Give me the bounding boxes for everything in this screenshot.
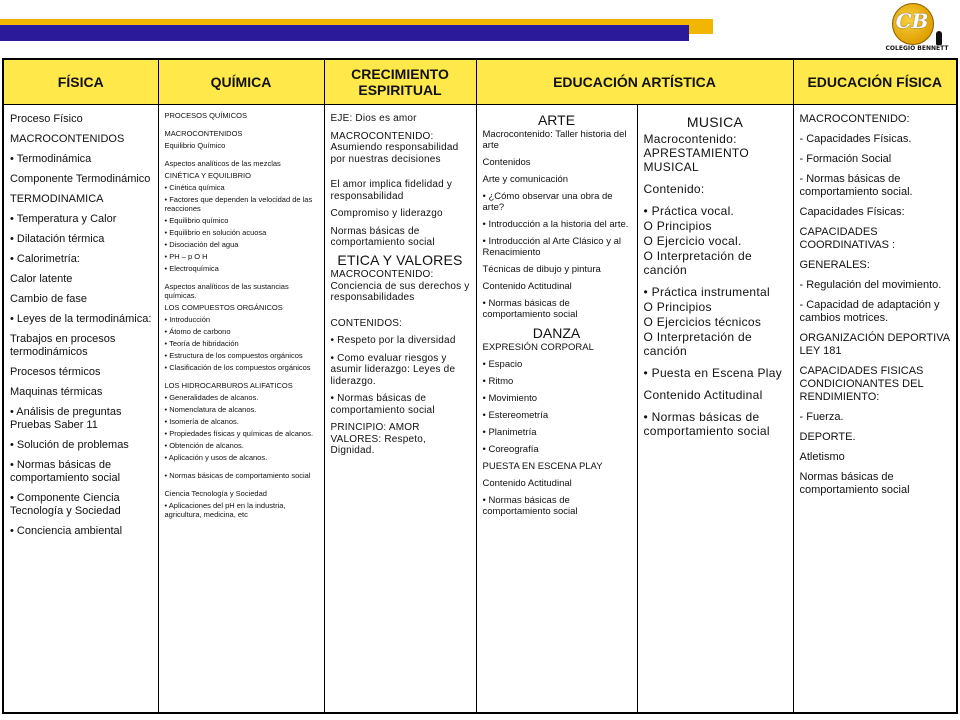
list-item: Técnicas de dibujo y pintura [482, 264, 601, 275]
list-item: • Coreografía [482, 444, 539, 455]
arte-heading: ARTE [537, 112, 576, 128]
list-item: CAPACIDADES FISICAS CONDICIONANTES DEL RENDIMIENTO: [799, 365, 924, 403]
list-item: El amor implica fidelidad y responsabilidad [330, 179, 453, 202]
list-item: • Normas básicas de comportamiento social [643, 410, 770, 438]
list-item: EXPRESIÓN CORPORAL [482, 342, 594, 353]
header-fisica: FÍSICA [3, 59, 158, 105]
quimica-cell [158, 105, 324, 714]
list-item: LOS HIDROCARBUROS ALIFATICOS [164, 381, 293, 390]
arte-list [483, 129, 631, 320]
list-item: LOS COMPUESTOS ORGÁNICOS [164, 303, 283, 312]
list-item: PUESTA EN ESCENA PLAY [482, 461, 603, 472]
list-item: Calor latente [10, 273, 73, 285]
header-educacion-fisica: EDUCACIÓN FÍSICA [793, 59, 957, 105]
list-item: Procesos térmicos [10, 366, 101, 378]
school-logo [884, 3, 950, 61]
list-item: Normas básicas de comportamiento social [799, 471, 910, 496]
list-item: MACROCONTENIDO: [799, 113, 910, 125]
curriculum-table [2, 58, 958, 714]
list-item: O Interpretación de canción [643, 249, 752, 277]
list-item: • Temperatura y Calor [10, 213, 117, 225]
list-item: Macrocontenido: APRESTAMIENTO MUSICAL [643, 132, 749, 174]
list-item: Contenidos [482, 157, 531, 168]
list-item: • Planimetría [482, 427, 537, 438]
table-body-row [3, 105, 957, 714]
list-item: O Ejercicios técnicos [643, 315, 762, 329]
list-item: • Práctica instrumental [643, 285, 770, 299]
list-item: Contenido Actitudinal [482, 478, 572, 489]
list-item: • Calorimetría: [10, 253, 80, 265]
list-item: CONTENIDOS: [330, 317, 403, 329]
list-item: - Capacidades Físicas. [799, 133, 912, 145]
list-item: - Normas básicas de comportamiento social. [799, 173, 913, 198]
danza-heading: DANZA [532, 325, 581, 341]
list-item: TERMODINAMICA [10, 193, 104, 205]
list-item: • Generalidades de alcanos. [164, 393, 259, 402]
list-item: • Como evaluar riesgos y asumir liderazgo: Leyes de liderazgo. [330, 352, 456, 387]
crecimiento-list-a [331, 113, 470, 249]
list-item: • Dilatación térmica [10, 233, 105, 245]
list-item: • Normas básicas de comportamiento social [10, 459, 121, 484]
list-item: Normas básicas de comportamiento social [330, 225, 435, 248]
list-item: • Normas básicas de comportamiento social [482, 298, 578, 320]
list-item: Aspectos analíticos de las mezclas [164, 159, 281, 168]
logo-monogram: CB [895, 9, 929, 33]
list-item: • Respeto por la diversidad [330, 335, 456, 346]
list-item: - Regulación del movimiento. [799, 279, 942, 291]
header-accent-bar-blue [0, 25, 689, 41]
header-crecimiento-espiritual: CRECIMIENTO ESPIRITUAL [324, 59, 476, 105]
list-item: • Introducción al Arte Clásico y al Renacimiento [482, 236, 622, 258]
list-item: • Electroquímica [164, 264, 219, 273]
list-item: • Equilibrio en solución acuosa [164, 228, 267, 237]
list-item: PROCESOS QUÍMICOS [164, 111, 248, 120]
list-item: PRINCIPIO: AMOR VALORES: Respeto, Dignidad. [330, 422, 426, 456]
list-item: Aspectos analíticos de las sustancias químicas. [164, 282, 289, 300]
list-item: • Estructura de los compuestos orgánicos [164, 351, 303, 360]
list-item: • Equilibrio químico [164, 216, 229, 225]
arte-content [477, 105, 637, 517]
list-item: • PH – p O H [164, 252, 208, 261]
list-item: O Principios [643, 300, 712, 314]
list-item: • Componente Ciencia Tecnología y Sociedad [10, 492, 121, 517]
list-item: • Normas básicas de comportamiento social [164, 471, 311, 480]
list-item: • Cinética química [164, 183, 225, 192]
list-item: - Formación Social [799, 153, 892, 165]
list-item: • Termodinámica [10, 153, 92, 165]
danza-list [483, 342, 631, 517]
list-item: • Átomo de carbono [164, 327, 231, 336]
list-item: Contenido: [643, 182, 705, 196]
fisica-cell [3, 105, 158, 714]
list-item: - Fuerza. [799, 411, 844, 423]
list-item: Equilibrio Químico [164, 141, 226, 150]
list-item: Capacidades Físicas: [799, 206, 905, 218]
list-item: • Movimiento [482, 393, 538, 404]
list-item: Compromiso y liderazgo [330, 208, 443, 219]
list-item: Trabajos en procesos termodinámicos [10, 333, 116, 358]
list-item: MACROCONTENIDOS [10, 133, 125, 145]
list-item: • Normas básicas de comportamiento social [482, 495, 578, 517]
list-item: • Estereometría [482, 410, 549, 421]
ed-fisica-cell [793, 105, 957, 714]
list-item: • Factores que dependen la velocidad de las reacciones [164, 195, 313, 213]
list-item: • Aplicaciones del pH en la industria, agricultura, medicina, etc [164, 501, 286, 519]
list-item: Componente Termodinámico [10, 173, 151, 185]
list-item: Proceso Físico [10, 113, 83, 125]
list-item: • Propiedades físicas y químicas de alcanos. [164, 429, 314, 438]
list-item: Atletismo [799, 451, 845, 463]
crecimiento-cell [324, 105, 476, 714]
list-item: MACROCONTENIDO: Asumiendo responsabilidad por nuestras decisiones [330, 130, 459, 165]
list-item: • Teoría de hibridación [164, 339, 239, 348]
list-item: • Ritmo [482, 376, 514, 387]
list-item: Contenido Actitudinal [643, 388, 763, 402]
list-item: O Interpretación de canción [643, 330, 752, 358]
list-item: EJE: Dios es amor [330, 113, 417, 124]
list-item: CINÉTICA Y EQUILIBRIO [164, 171, 251, 180]
etica-valores-heading: ETICA Y VALORES [337, 251, 463, 268]
table-header-row [3, 59, 957, 105]
list-item: Maquinas térmicas [10, 386, 103, 398]
crecimiento-list-b [331, 269, 470, 457]
list-item: Ciencia Tecnología y Sociedad [164, 489, 267, 498]
musica-cell [637, 105, 793, 714]
list-item: MACROCONTENIDOS [164, 129, 243, 138]
list-item: • Introducción a la historia del arte. [482, 219, 629, 230]
logo-text: COLEGIO BENNETT [885, 45, 949, 52]
list-item: • Leyes de la termodinámica: [10, 313, 152, 325]
list-item: • Conciencia ambiental [10, 525, 123, 537]
musica-list [644, 132, 787, 438]
list-item: Macrocontenido: Taller historia del arte [482, 129, 627, 151]
list-item: • Solución de problemas [10, 439, 129, 451]
list-item: MACROCONTENIDO: Conciencia de sus derechos y responsabilidades [330, 269, 470, 303]
list-item: • Disociación del agua [164, 240, 239, 249]
arte-cell [476, 105, 637, 714]
list-item: • ¿Cómo observar una obra de arte? [482, 191, 613, 213]
list-item: • Introducción [164, 315, 211, 324]
list-item: Contenido Actitudinal [482, 281, 572, 292]
list-item: Cambio de fase [10, 293, 88, 305]
list-item: Arte y comunicación [482, 174, 569, 185]
list-item: • Práctica vocal. [643, 204, 735, 218]
list-item: O Principios [643, 219, 712, 233]
musica-content [638, 105, 793, 438]
list-item: • Análisis de preguntas Pruebas Saber 11 [10, 406, 122, 431]
list-item: O Ejercicio vocal. [643, 234, 742, 248]
list-item: • Aplicación y usos de alcanos. [164, 453, 268, 462]
list-item: • Obtención de alcanos. [164, 441, 244, 450]
list-item: - Capacidad de adaptación y cambios motrices. [799, 299, 940, 324]
list-item: DEPORTE. [799, 431, 856, 443]
musica-heading: MUSICA [686, 114, 744, 130]
fisica-content [4, 105, 158, 538]
ed-fisica-content [794, 105, 957, 497]
list-item: • Puesta en Escena Play [643, 366, 783, 380]
list-item: GENERALES: [799, 259, 870, 271]
header-educacion-artistica: EDUCACIÓN ARTÍSTICA [476, 59, 793, 105]
list-item: CAPACIDADES COORDINATIVAS : [799, 226, 896, 251]
list-item: • Normas básicas de comportamiento social [330, 393, 435, 416]
list-item: • Espacio [482, 359, 523, 370]
logo-figure-icon [936, 31, 942, 45]
list-item: ORGANIZACIÓN DEPORTIVA LEY 181 [799, 332, 950, 357]
crecimiento-content [325, 105, 476, 457]
header-quimica: QUÍMICA [158, 59, 324, 105]
quimica-content [159, 105, 324, 519]
list-item: • Nomenclatura de alcanos. [164, 405, 257, 414]
list-item: • Clasificación de los compuestos orgánicos [164, 363, 311, 372]
list-item: • Isomería de alcanos. [164, 417, 239, 426]
